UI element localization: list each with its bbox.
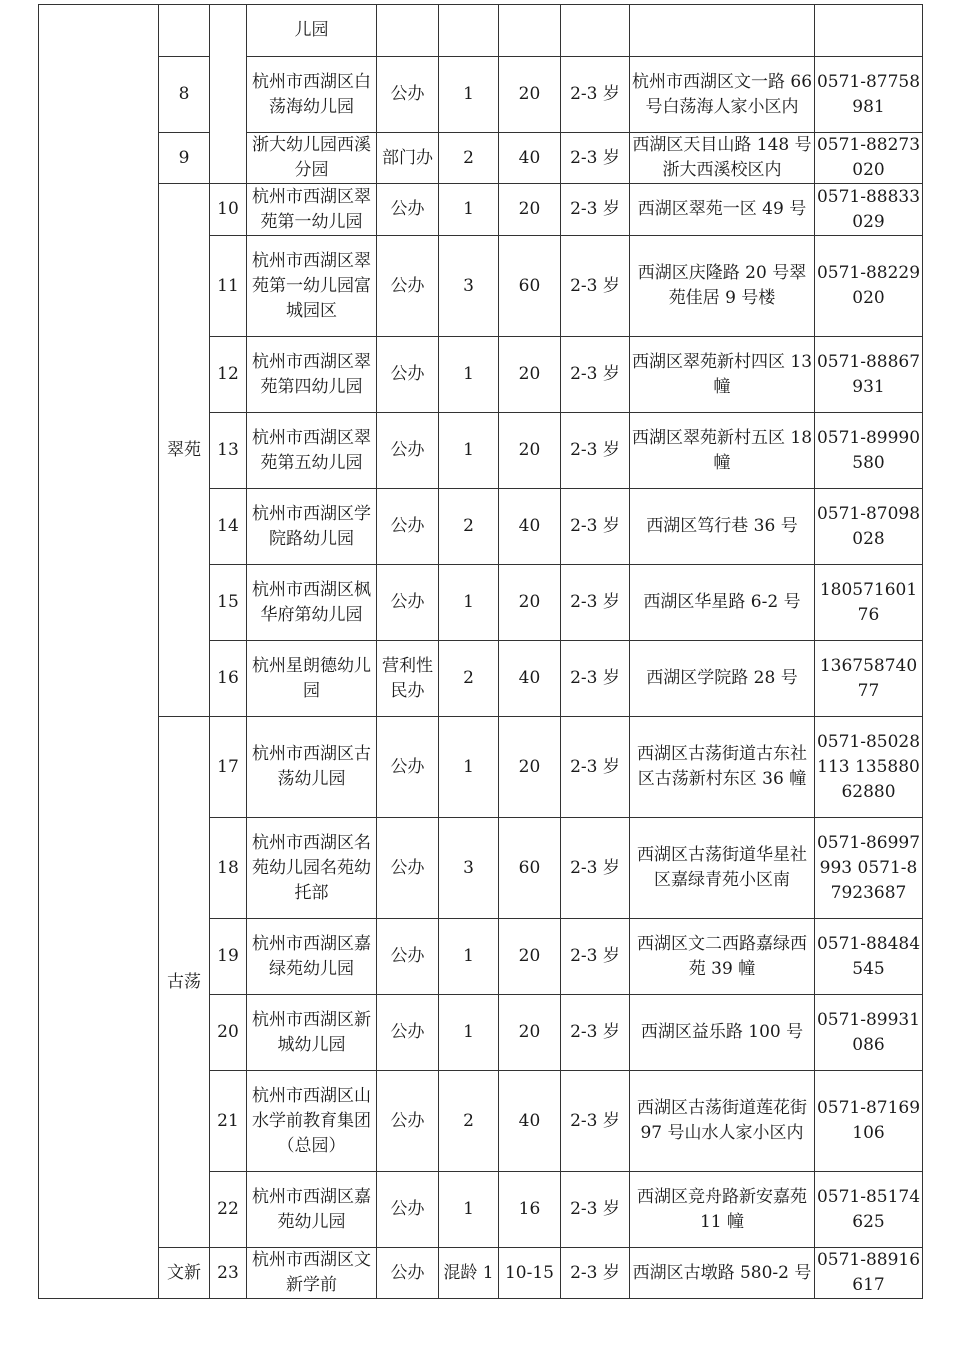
cell-capacity: 20: [499, 413, 561, 489]
cell-no: 19: [210, 919, 247, 995]
cell-type: 公办: [377, 1071, 439, 1172]
cell-type: 公办: [377, 1248, 439, 1299]
district-cell: 翠苑: [159, 184, 210, 717]
cell-classes: 3: [439, 236, 499, 337]
cell-address: 西湖区翠苑新村四区 13 幢: [630, 337, 815, 413]
cell-no: 13: [210, 413, 247, 489]
cell-name: 杭州市西湖区白荡海幼儿园: [247, 57, 377, 133]
cell-no: 12: [210, 337, 247, 413]
cell-capacity: 16: [499, 1172, 561, 1248]
cell-capacity: 60: [499, 818, 561, 919]
district-cell: 文新: [159, 1248, 210, 1299]
cell-name: 杭州市西湖区翠苑第五幼儿园: [247, 413, 377, 489]
district-cell: 古荡: [159, 717, 210, 1248]
cell-address: 西湖区益乐路 100 号: [630, 995, 815, 1071]
table-row: [39, 1248, 923, 1299]
cell-age: 2-3 岁: [561, 236, 630, 337]
cell-type: 公办: [377, 489, 439, 565]
cell-name: 杭州市西湖区嘉苑幼儿园: [247, 1172, 377, 1248]
cell-type: 公办: [377, 919, 439, 995]
cell-address: 西湖区华星路 6-2 号: [630, 565, 815, 641]
cell-no: 21: [210, 1071, 247, 1172]
cell-name: 杭州市西湖区新城幼儿园: [247, 995, 377, 1071]
empty-cell: [377, 5, 439, 57]
cell-classes: 2: [439, 1071, 499, 1172]
table-row: [39, 717, 923, 818]
cell-capacity: 20: [499, 995, 561, 1071]
cell-no: 18: [210, 818, 247, 919]
cell-no: 11: [210, 236, 247, 337]
cell-phone: 18057160176: [815, 565, 923, 641]
cell-phone: 0571-87098028: [815, 489, 923, 565]
cell-phone: 0571-88833029: [815, 184, 923, 236]
cell-address: 杭州市西湖区文一路 66 号白荡海人家小区内: [630, 57, 815, 133]
cell-classes: 1: [439, 565, 499, 641]
cell-address: 西湖区笃行巷 36 号: [630, 489, 815, 565]
cell-name: 杭州市西湖区翠苑第一幼儿园富城园区: [247, 236, 377, 337]
cell-age: 2-3 岁: [561, 1172, 630, 1248]
cell-type: 公办: [377, 1172, 439, 1248]
cell-phone: 0571-88867931: [815, 337, 923, 413]
cell-classes: 1: [439, 184, 499, 236]
cell-phone: 0571-88484545: [815, 919, 923, 995]
cell-phone: 0571-88916617: [815, 1248, 923, 1299]
cell-name: 杭州市西湖区翠苑第一幼儿园: [247, 184, 377, 236]
cell-name: 浙大幼儿园西溪分园: [247, 133, 377, 184]
cell-capacity: 40: [499, 641, 561, 717]
table-row: [39, 5, 923, 57]
district-cell: [210, 5, 247, 184]
cell-age: 2-3 岁: [561, 184, 630, 236]
cell-phone: 0571-88229020: [815, 236, 923, 337]
cell-phone: 0571-87169106: [815, 1071, 923, 1172]
cell-name: 杭州市西湖区山水学前教育集团（总园）: [247, 1071, 377, 1172]
cell-type: 公办: [377, 565, 439, 641]
cell-age: 2-3 岁: [561, 641, 630, 717]
cell-type: 公办: [377, 57, 439, 133]
cell-phone: 0571-89931086: [815, 995, 923, 1071]
cell-no: 20: [210, 995, 247, 1071]
table-row: [39, 133, 923, 184]
cell-age: 2-3 岁: [561, 1248, 630, 1299]
table-row: [39, 184, 923, 236]
seq-cell: [159, 5, 210, 57]
cell-address: 西湖区竞舟路新安嘉苑 11 幢: [630, 1172, 815, 1248]
cell-classes: 3: [439, 818, 499, 919]
cell-phone: 0571-87758981: [815, 57, 923, 133]
cell-no: 10: [210, 184, 247, 236]
cell-age: 2-3 岁: [561, 1071, 630, 1172]
cell-type: 公办: [377, 236, 439, 337]
cell-age: 2-3 岁: [561, 919, 630, 995]
cell-type: 公办: [377, 413, 439, 489]
cell-capacity: 20: [499, 717, 561, 818]
empty-cell: [630, 5, 815, 57]
cell-capacity: 20: [499, 184, 561, 236]
table-row: [39, 57, 923, 133]
cell-no: 23: [210, 1248, 247, 1299]
cell-no: 14: [210, 489, 247, 565]
cell-age: 2-3 岁: [561, 133, 630, 184]
cell-address: 西湖区古荡街道华星社区嘉绿青苑小区南: [630, 818, 815, 919]
cell-phone: 0571-86997993 0571-87923687: [815, 818, 923, 919]
cell-no: 17: [210, 717, 247, 818]
empty-cell: [815, 5, 923, 57]
cell-phone: 0571-88273020: [815, 133, 923, 184]
cell-capacity: 10-15: [499, 1248, 561, 1299]
cell-name: 杭州市西湖区古荡幼儿园: [247, 717, 377, 818]
cell-capacity: 20: [499, 919, 561, 995]
cell-capacity: 40: [499, 133, 561, 184]
cell-type: 公办: [377, 995, 439, 1071]
cell-classes: 1: [439, 337, 499, 413]
cell-classes: 1: [439, 1172, 499, 1248]
cell-capacity: 60: [499, 236, 561, 337]
cell-age: 2-3 岁: [561, 413, 630, 489]
table-body: [39, 5, 923, 1299]
cell-capacity: 20: [499, 57, 561, 133]
cell-name: 杭州市西湖区文新学前: [247, 1248, 377, 1299]
kindergarten-name: 儿园: [247, 5, 377, 57]
cell-classes: 2: [439, 641, 499, 717]
cell-name: 杭州市西湖区枫华府第幼儿园: [247, 565, 377, 641]
cell-age: 2-3 岁: [561, 489, 630, 565]
cell-address: 西湖区学院路 28 号: [630, 641, 815, 717]
cell-age: 2-3 岁: [561, 717, 630, 818]
cell-classes: 1: [439, 995, 499, 1071]
cell-name: 杭州星朗德幼儿园: [247, 641, 377, 717]
cell-classes: 混龄 1: [439, 1248, 499, 1299]
cell-age: 2-3 岁: [561, 995, 630, 1071]
cell-name: 杭州市西湖区名苑幼儿园名苑幼托部: [247, 818, 377, 919]
cell-address: 西湖区古荡街道古东社区古荡新村东区 36 幢: [630, 717, 815, 818]
region-cell: [39, 5, 159, 1299]
empty-cell: [499, 5, 561, 57]
cell-address: 西湖区文二西路嘉绿西苑 39 幢: [630, 919, 815, 995]
cell-capacity: 20: [499, 337, 561, 413]
cell-name: 杭州市西湖区翠苑第四幼儿园: [247, 337, 377, 413]
cell-address: 西湖区古荡街道莲花街 97 号山水人家小区内: [630, 1071, 815, 1172]
cell-capacity: 40: [499, 489, 561, 565]
cell-type: 公办: [377, 717, 439, 818]
cell-classes: 1: [439, 57, 499, 133]
cell-classes: 1: [439, 413, 499, 489]
cell-name: 杭州市西湖区嘉绿苑幼儿园: [247, 919, 377, 995]
empty-cell: [561, 5, 630, 57]
cell-address: 西湖区古墩路 580-2 号: [630, 1248, 815, 1299]
cell-no: 15: [210, 565, 247, 641]
cell-no: 16: [210, 641, 247, 717]
cell-age: 2-3 岁: [561, 565, 630, 641]
cell-no: 9: [159, 133, 210, 184]
cell-type: 公办: [377, 818, 439, 919]
cell-type: 部门办: [377, 133, 439, 184]
cell-type: 营利性民办: [377, 641, 439, 717]
cell-type: 公办: [377, 184, 439, 236]
cell-classes: 2: [439, 133, 499, 184]
cell-classes: 2: [439, 489, 499, 565]
cell-type: 公办: [377, 337, 439, 413]
cell-address: 西湖区庆隆路 20 号翠苑佳居 9 号楼: [630, 236, 815, 337]
cell-age: 2-3 岁: [561, 818, 630, 919]
cell-name: 杭州市西湖区学院路幼儿园: [247, 489, 377, 565]
cell-address: 西湖区天目山路 148 号浙大西溪校区内: [630, 133, 815, 184]
cell-phone: 0571-89990580: [815, 413, 923, 489]
cell-no: 8: [159, 57, 210, 133]
cell-phone: 0571-85174625: [815, 1172, 923, 1248]
cell-phone: 0571-85028113 13588062880: [815, 717, 923, 818]
cell-phone: 13675874077: [815, 641, 923, 717]
cell-address: 西湖区翠苑一区 49 号: [630, 184, 815, 236]
kindergarten-table: [38, 4, 923, 1299]
cell-address: 西湖区翠苑新村五区 18 幢: [630, 413, 815, 489]
cell-age: 2-3 岁: [561, 337, 630, 413]
cell-capacity: 40: [499, 1071, 561, 1172]
cell-no: 22: [210, 1172, 247, 1248]
cell-classes: 1: [439, 919, 499, 995]
cell-classes: 1: [439, 717, 499, 818]
cell-capacity: 20: [499, 565, 561, 641]
empty-cell: [439, 5, 499, 57]
cell-age: 2-3 岁: [561, 57, 630, 133]
